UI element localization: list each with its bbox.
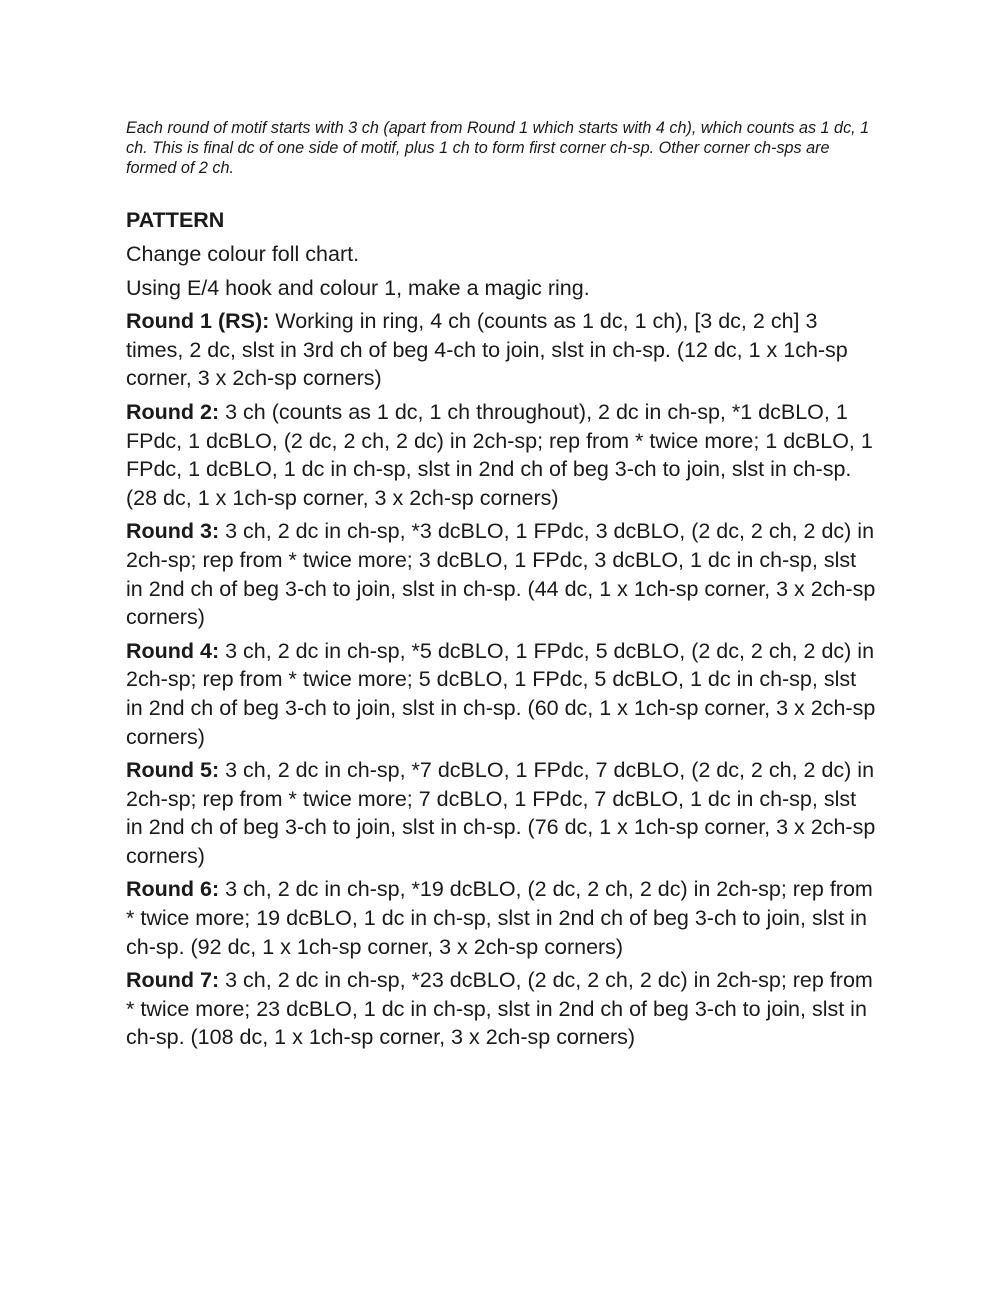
round-5 <box>126 756 878 870</box>
round-label: Round 7: <box>126 968 220 993</box>
round-text: 3 ch, 2 dc in ch-sp, *3 dcBLO, 1 FPdc, 3 dcBLO, (2 dc, 2 ch, 2 dc) in 2ch-sp; rep from * twice more; 3 dcBLO, 1 FPdc, 3 dcBLO, 1 dc in ch-sp, slst in 2nd ch of beg 3-ch to join, slst in ch-sp. (44 dc, 1 x 1ch-sp corner, 3 x 2ch-sp corners) <box>126 519 876 630</box>
round-label: Round 2: <box>126 399 220 424</box>
round-label: Round 1 (RS): <box>126 309 270 334</box>
round-label: Round 6: <box>126 877 220 902</box>
round-text: 3 ch, 2 dc in ch-sp, *23 dcBLO, (2 dc, 2 ch, 2 dc) in 2ch-sp; rep from * twice more; 23 dcBLO, 1 dc in ch-sp, slst in 2nd ch of beg 3-ch to join, slst in ch-sp. (108 dc, 1 x 1ch-sp corner, 3 x 2ch-sp corners) <box>126 968 873 1050</box>
round-7 <box>126 966 878 1052</box>
round-text: 3 ch, 2 dc in ch-sp, *19 dcBLO, (2 dc, 2 ch, 2 dc) in 2ch-sp; rep from * twice more; 19 dcBLO, 1 dc in ch-sp, slst in 2nd ch of beg 3-ch to join, slst in ch-sp. (92 dc, 1 x 1ch-sp corner, 3 x 2ch-sp corners) <box>126 877 873 959</box>
round-3 <box>126 517 878 631</box>
round-2 <box>126 398 878 512</box>
intro-note: Each round of motif starts with 3 ch (apart from Round 1 which starts with 4 ch), which counts as 1 dc, 1 ch. This is final dc of one side of motif, plus 1 ch to form first corner ch-sp. Other corner ch-sps are formed of 2 ch. <box>126 119 870 177</box>
round-1 <box>126 307 878 393</box>
round-label: Round 3: <box>126 519 220 544</box>
instruction-line: Using E/4 hook and colour 1, make a magic ring. <box>126 275 590 300</box>
round-label: Round 5: <box>126 758 220 783</box>
round-4 <box>126 637 878 751</box>
round-text: 3 ch, 2 dc in ch-sp, *5 dcBLO, 1 FPdc, 5 dcBLO, (2 dc, 2 ch, 2 dc) in 2ch-sp; rep from * twice more; 5 dcBLO, 1 FPdc, 5 dcBLO, 1 dc in ch-sp, slst in 2nd ch of beg 3-ch to join, slst in ch-sp. (60 dc, 1 x 1ch-sp corner, 3 x 2ch-sp corners) <box>126 638 876 749</box>
instruction-line: Change colour foll chart. <box>126 242 360 266</box>
round-text: 3 ch (counts as 1 dc, 1 ch throughout), 2 dc in ch-sp, *1 dcBLO, 1 FPdc, 1 dcBLO, (2 dc, 2 ch, 2 dc) in 2ch-sp; rep from * twice more; 1 dcBLO, 1 FPdc, 1 dcBLO, 1 dc in ch-sp, slst in 2nd ch of beg 3-ch to join, slst in ch-sp. (28 dc, 1 x 1ch-sp corner, 3 x 2ch-sp corners) <box>126 399 873 510</box>
round-text: Working in ring, 4 ch (counts as 1 dc, 1 ch), [3 dc, 2 ch] 3 times, 2 dc, slst in 3rd ch of beg 4-ch to join, slst in ch-sp. (12 dc, 1 x 1ch-sp corner, 3 x 2ch-sp corners) <box>126 309 848 391</box>
pattern-page <box>126 118 878 1057</box>
pattern-heading: PATTERN <box>126 208 225 232</box>
round-label: Round 4: <box>126 638 220 663</box>
round-6 <box>126 875 878 961</box>
round-text: 3 ch, 2 dc in ch-sp, *7 dcBLO, 1 FPdc, 7 dcBLO, (2 dc, 2 ch, 2 dc) in 2ch-sp; rep from * twice more; 7 dcBLO, 1 FPdc, 7 dcBLO, 1 dc in ch-sp, slst in 2nd ch of beg 3-ch to join, slst in ch-sp. (76 dc, 1 x 1ch-sp corner, 3 x 2ch-sp corners) <box>126 758 876 868</box>
